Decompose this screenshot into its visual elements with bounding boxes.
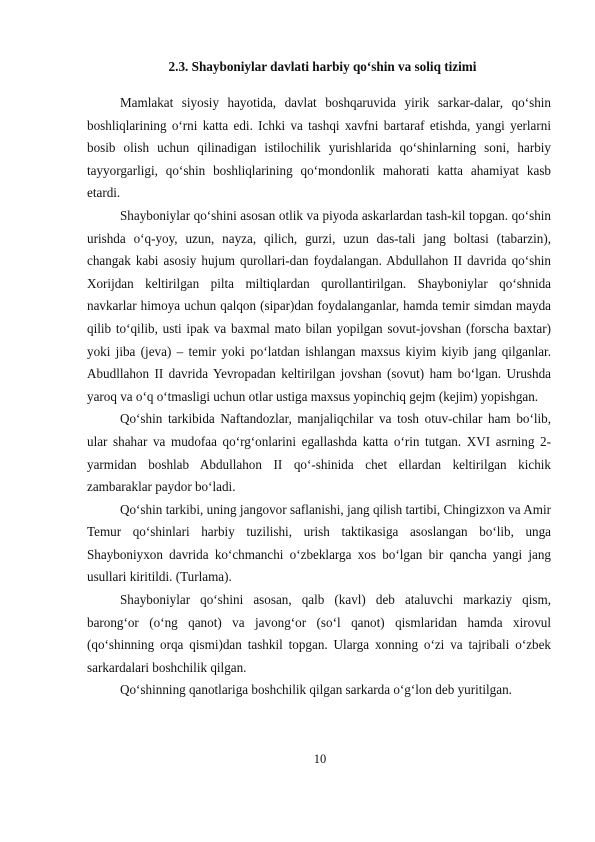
- paragraph: Qo‘shinning qanotlariga boshchilik qilgan sarkarda o‘g‘lon deb yuritilgan.: [120, 682, 512, 698]
- paragraph: Qo‘shin tarkibida Naftandozlar, manjaliqchilar va tosh otuv-chilar ham bo‘lib, ular shahar va mudofaa qo‘rg‘onlarini egallashda katta o‘rin tutgan. XVI asrning 2-yarmidan boshlab Abdullahon II qo‘-shinida chet ellardan keltirilgan kichik zambaraklar paydor bo‘ladi.: [87, 411, 551, 495]
- section-heading: 2.3. Shayboniylar davlati harbiy qo‘shin va soliq tizimi: [168, 59, 477, 74]
- paragraph: Shayboniylar qo‘shini asosan otlik va piyoda askarlardan tash-kil topgan. qo‘shin urishda o‘q-yoy, uzun, nayza, qilich, gurzi, uzun das-tali jang boltasi (tabarzin), changak kabi asosiy hujum qurollari-dan foydalangan. Abdullahon II davrida qo‘shin Xorijdan keltirilgan pilta miltiqlardan qurollantirilgan. Shayboniylar qo‘shnida navkarlar himoya uchun qalqon (sipar)dan foydalanganlar, hamda temir simdan mayda qilib to‘qilib, usti ipak va baxmal mato bilan yopilgan sovut-jovshan (forscha baxtar) yoki jiba (jeva) – temir yoki po‘latdan ishlangan maxsus kiyim kiyib jang qilganlar. Abudllahon II davrida Yevropadan keltirilgan jovshan (sovut) ham bo‘lgan. Urushda yaroq va o‘q o‘tmasligi uchun otlar ustiga maxsus yopinchiq gejm (kejim) yopishgan.: [87, 207, 551, 404]
- paragraph: Qo‘shin tarkibi, uning jangovor saflanishi, jang qilish tartibi, Chingizxon va Amir Temur qo‘shinlari harbiy tuzilishi, urish taktikasiga asoslangan bo‘lib, unga Shayboniyxon davrida ko‘chmanchi o‘zbeklarga xos bo‘lgan bir qancha yangi jang usullari kiritildi. (Turlama).: [87, 501, 551, 585]
- paragraph: Mamlakat siyosiy hayotida, davlat boshqaruvida yirik sarkar-dalar, qo‘shin boshliqlarining o‘rni katta edi. Ichki va tashqi xavfni bartaraf etishda, yangi yerlarni bosib olish uchun qilinadigan istilochilik yurishlarida qo‘shinlarning soni, harbiy tayyorgarligi, qo‘shin boshliqlarining qo‘mondonlik mahorati katta ahamiyat kasb etardi.: [87, 95, 551, 201]
- page-number: 10: [313, 752, 327, 766]
- paragraph: Shayboniylar qo‘shini asosan, qalb (kavl) deb ataluvchi markaziy qism, barong‘or (o‘ng qanot) va javong‘or (so‘l qanot) qismlaridan hamda xirovul (qo‘shinning orqa qismi)dan tashkil topgan. Ularga xonning o‘zi va tajribali o‘zbek sarkardalari boshchilik qilgan.: [87, 592, 551, 675]
- body-text: [87, 92, 551, 702]
